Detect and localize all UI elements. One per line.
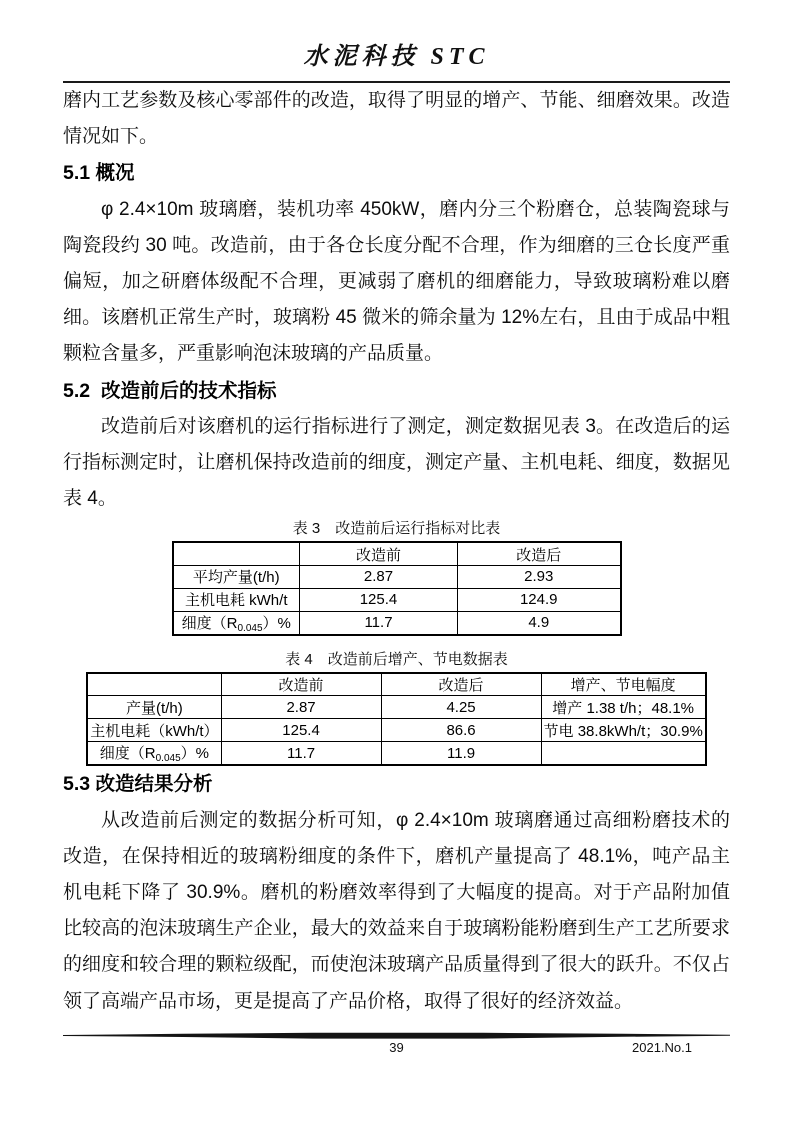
table4-header-delta: 增产、节电幅度: [541, 673, 706, 696]
table-row: [173, 588, 621, 611]
fineness-label-post: ）%: [180, 745, 209, 763]
table3-row2-after: 124.9: [458, 588, 621, 611]
table-row: [87, 673, 706, 696]
table-row: [87, 719, 706, 742]
table4-header-before: 改造前: [221, 673, 381, 696]
intro-paragraph: 磨内工艺参数及核心零部件的改造，取得了明显的增产、节能、细磨效果。改造情况如下。: [63, 90, 730, 148]
issue-label: 2021.No.1: [632, 1040, 692, 1055]
table4-row2-before: 125.4: [221, 719, 381, 742]
section-heading-5-2: 5.2 改造前后的技术指标: [63, 379, 277, 402]
table-row: [173, 542, 621, 565]
table3-header-after: 改造后: [458, 542, 621, 565]
table3-row1-before: 2.87: [300, 565, 458, 588]
table4-row1-before: 2.87: [221, 696, 381, 719]
section-heading-5-1: 5.1 概况: [63, 162, 135, 185]
footer-divider: [63, 1032, 730, 1040]
page-footer: [63, 1032, 730, 1060]
table3-row3-after: 4.9: [458, 611, 621, 635]
table3-caption: 表 3 改造前后运行指标对比表: [292, 520, 501, 538]
table4-row3-before: 11.7: [221, 742, 381, 766]
table4-gain-savings: [86, 672, 707, 767]
table3-row1-after: 2.93: [458, 565, 621, 588]
table4-row2-after: 86.6: [381, 719, 541, 742]
table3-row3-label: [173, 611, 300, 635]
fineness-label-pre: 细度（R: [99, 745, 156, 763]
table4-row1-delta: 增产 1.38 t/h；48.1%: [541, 696, 706, 719]
table-row: [173, 611, 621, 635]
table3-header-blank: [173, 542, 300, 565]
table-row: [87, 696, 706, 719]
table-row: [173, 565, 621, 588]
table3-row3-before: 11.7: [300, 611, 458, 635]
table4-row2-label: 主机电耗（kWh/t）: [87, 719, 221, 742]
section-5-1-paragraph: φ 2.4×10m 玻璃磨，装机功率 450kW，磨内分三个粉磨仓，总装陶瓷球与陶瓷段约 30 吨。改造前，由于各仓长度分配不合理，作为细磨的三仓长度严重偏短，加之研磨体级配不合理，更减弱了磨机的细磨能力，导致玻璃粉难以磨细。该磨机正常生产时，玻璃粉 45 微米的筛余量为 12%左右，且由于成品中粗颗粒含量多，严重影响泡沫玻璃的产品质量。: [63, 198, 730, 365]
journal-title: 水泥科技 STC: [303, 44, 490, 70]
table3-row2-before: 125.4: [300, 588, 458, 611]
section-5-2-paragraph: 改造前后对该磨机的运行指标进行了测定，测定数据见表 3。在改造后的运行指标测定时，让磨机保持改造前的细度，测定产量、主机电耗、细度，数据见表 4。: [63, 415, 730, 510]
table4-row1-after: 4.25: [381, 696, 541, 719]
footer-text-row: [63, 1040, 730, 1060]
table3-run-indicators: [172, 541, 622, 636]
table-row: [87, 742, 706, 766]
table4-row2-delta: 节电 38.8kWh/t；30.9%: [541, 719, 706, 742]
table4-row3-delta: [541, 742, 706, 766]
section-5-3-paragraph: 从改造前后测定的数据分析可知，φ 2.4×10m 玻璃磨通过高细粉磨技术的改造，在保持相近的玻璃粉细度的条件下，磨机产量提高了 48.1%，吨产品主机电耗下降了 30.9%。磨机的粉磨效率得到了大幅度的提高。对于产品附加值比较高的泡沫玻璃生产企业，最大的效益来自于玻璃粉能粉磨到生产工艺所要求的细度和较合理的颗粒级配，而使泡沫玻璃产品质量得到了很大的跃升。不仅占领了高端产品市场，更是提高了产品价格，取得了很好的经济效益。: [63, 809, 730, 1012]
fineness-label-pre: 细度（R: [181, 614, 238, 632]
table3-row1-label: 平均产量(t/h): [173, 565, 300, 588]
fineness-subscript: 0.045: [155, 753, 181, 765]
fineness-label-post: ）%: [262, 614, 291, 632]
table4-header-blank: [87, 673, 221, 696]
page-number: 39: [389, 1040, 404, 1055]
table4-row1-label: 产量(t/h): [87, 696, 221, 719]
table4-row3-after: 11.9: [381, 742, 541, 766]
table4-caption: 表 4 改造前后增产、节电数据表: [285, 650, 508, 668]
fineness-subscript: 0.045: [237, 622, 263, 634]
table3-row2-label: 主机电耗 kWh/t: [173, 588, 300, 611]
section-heading-5-3: 5.3 改造结果分析: [63, 773, 213, 796]
table4-row3-label: [87, 742, 221, 766]
page-content: [63, 0, 730, 1020]
table3-header-before: 改造前: [300, 542, 458, 565]
table4-header-after: 改造后: [381, 673, 541, 696]
